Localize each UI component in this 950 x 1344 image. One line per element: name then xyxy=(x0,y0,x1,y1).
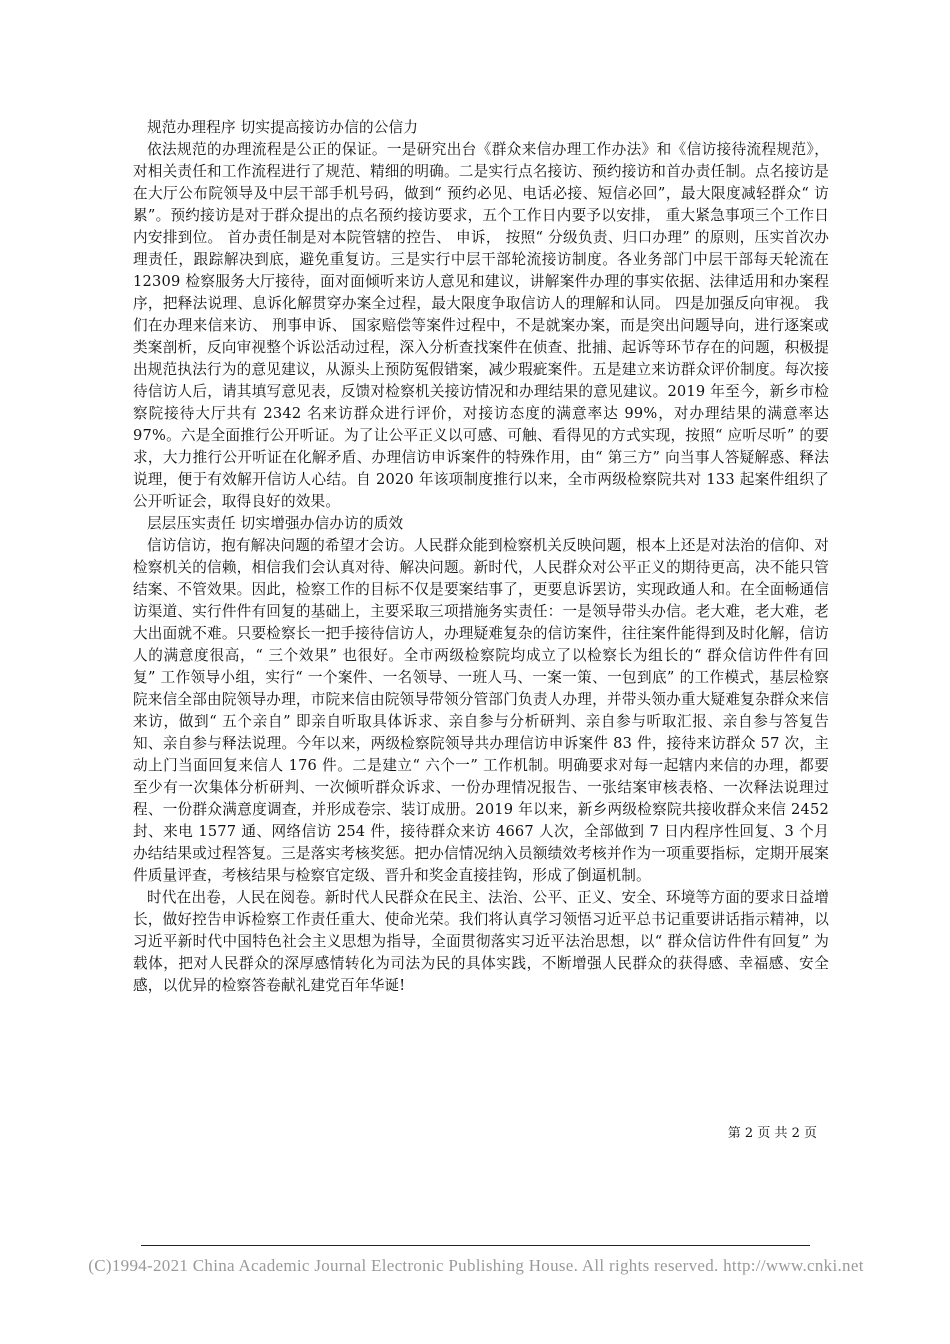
body-paragraph: 时代在出卷，人民在阅卷。新时代人民群众在民主、法治、公平、正义、安全、环境等方面的要求日益增长，做好控告申诉检察工作责任重大、使命光荣。我们将认真学习领悟习近平总书记重要讲话指示精神，以习近平新时代中国特色社会主义思想为指导，全面贯彻落实习近平法治思想，以“ 群众信访件件有回复” 为载体，把对人民群众的深厚感情转化为司法为民的具体实践，不断增强人民群众的获得感、幸福感、安全感，以优异的检察答卷献礼建党百年华诞! xyxy=(133,889,829,994)
copyright-notice: (C)1994-2021 China Academic Journal Electronic Publishing House. All rights reserved. http://www.cnki.net xyxy=(88,1256,864,1275)
body-paragraph: 依法规范的办理流程是公正的保证。一是研究出台《群众来信办理工作办法》和《信访接待流程规范》，对相关责任和工作流程进行了规范、精细的明确。二是实行点名接访、预约接访和首办责任制。点名接访是在大厅公布院领导及中层干部手机号码，做到“ 预约必见、电话必接、短信必回”，最大限度减轻群众“ 访累”。预约接访是对于群众提出的点名预约接访要求，五个工作日内要予以安排， 重大紧急事项三个工作日内安排到位。 首办责任制是对本院管辖的控告、 申诉， 按照“ 分级负责、归口办理” 的原则，压实首次办理责任，跟踪解决到底，避免重复访。三是实行中层干部轮流接访制度。各业务部门中层干部每天轮流在 12309 检察服务大厅接待，面对面倾听来访人意见和建议，讲解案件办理的事实依据、法律适用和办案程序，把释法说理、息诉化解贯穿办案全过程，最大限度争取信访人的理解和认同。 四是加强反向审视。 我们在办理来信来访、 刑事申诉、 国家赔偿等案件过程中，不是就案办案，而是突出问题导向，进行逐案或类案剖析，反向审视整个诉讼活动过程，深入分析查找案件在侦查、批捕、起诉等环节存在的问题，积极提出规范执法行为的意见建议，从源头上预防冤假错案，减少瑕疵案件。五是建立来访群众评价制度。每次接待信访人后，请其填写意见表，反馈对检察机关接访情况和办理结果的意见建议。2019 年至今，新乡市检察院接待大厅共有 2342 名来访群众进行评价，对接访态度的满意率达 99%，对办理结果的满意率达 97%。六是全面推行公开听证。为了让公平正义以可感、可触、看得见的方式实现，按照“ 应听尽听” 的要求，大力推行公开听证在化解矛盾、办理信访申诉案件的特殊作用，由“ 第三方” 向当事人答疑解惑、释法说理，便于有效解开信访人心结。自 2020 年该项制度推行以来，全市两级检察院共对 133 起案件组织了公开听证会，取得良好的效果。 xyxy=(133,141,829,510)
article-body xyxy=(133,117,829,997)
section-heading: 层层压实责任 切实增强办信办访的质效 xyxy=(147,515,404,532)
body-paragraph: 信访信访，抱有解决问题的希望才会访。人民群众能到检察机关反映问题，根本上还是对法治的信仰、对检察机关的信赖，相信我们会认真对待、解决问题。新时代，人民群众对公平正义的期待更高，决不能只管结案、不管效果。因此，检察工作的目标不仅是要案结事了，更要息诉罢访，实现政通人和。在全面畅通信访渠道、实行件件有回复的基础上，主要采取三项措施务实责任：一是领导带头办信。老大难，老大难，老大出面就不难。只要检察长一把手接待信访人，办理疑难复杂的信访案件，往往案件能得到及时化解，信访人的满意度很高，“ 三个效果” 也很好。全市两级检察院均成立了以检察长为组长的“ 群众信访件件有回复” 工作领导小组，实行“ 一个案件、一名领导、一班人马、一案一策、一包到底” 的工作模式，基层检察院来信全部由院领导办理，市院来信由院领导带领分管部门负责人办理，并带头领办重大疑难复杂群众来信来访，做到“ 五个亲自” 即亲自听取具体诉求、亲自参与分析研判、亲自参与听取汇报、亲自参与答复告知、亲自参与释法说理。今年以来，两级检察院领导共办理信访申诉案件 83 件，接待来访群众 57 次，主动上门当面回复来信人 176 件。二是建立“ 六个一” 工作机制。明确要求对每一起辖内来信的办理，都要至少有一次集体分析研判、一次倾听群众诉求、一份办理情况报告、一张结案审核表格、一次释法说理过程、一份群众满意度调查，并形成卷宗、装订成册。2019 年以来，新乡两级检察院共接收群众来信 2452 封、来电 1577 通、网络信访 254 件，接待群众来访 4667 人次，全部做到 7 日内程序性回复、3 个月办结结果或过程答复。三是落实考核奖惩。把办信情况纳入员额绩效考核并作为一项重要指标，定期开展案件质量评查，考核结果与检察官定级、晋升和奖金直接挂钩，形成了倒逼机制。 xyxy=(133,537,829,884)
section-heading: 规范办理程序 切实提高接访办信的公信力 xyxy=(147,119,419,136)
page-number: 第 2 页 共 2 页 xyxy=(727,1126,817,1141)
footer-divider xyxy=(141,1245,810,1246)
